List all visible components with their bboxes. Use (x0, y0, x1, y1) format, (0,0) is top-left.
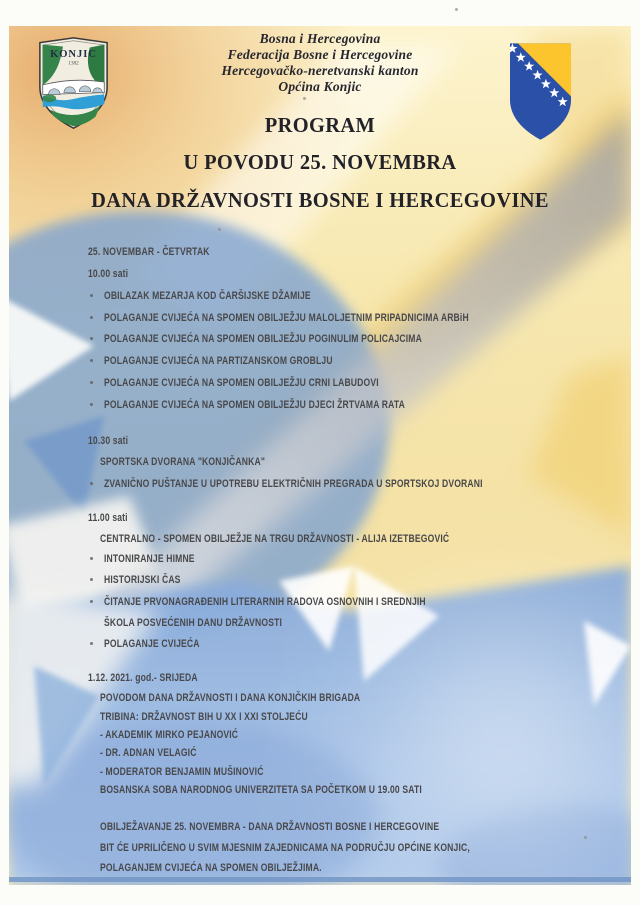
org-header-line-3: Hercegovačko-neretvanski kanton (221, 63, 419, 78)
schedule-line: BOSANSKA SOBA NARODNOG UNIVERZITETA SA POČETKOM U 19.00 SATI (100, 784, 422, 796)
bullet-dot (90, 642, 93, 645)
konjic-emblem-label: KONJIC (50, 49, 97, 61)
schedule-line: INTONIRANJE HIMNE (104, 553, 195, 565)
schedule-line: 10.00 sati (88, 268, 129, 280)
org-header-line-2: Federacija Bosne i Hercegovine (227, 47, 413, 62)
schedule-line: POLAGANJEM CVIJEĆA NA SPOMEN OBILJEŽJIMA. (100, 862, 322, 874)
schedule-line: TRIBINA: DRŽAVNOST BIH U XX I XXI STOLJEĆU (100, 711, 308, 723)
bullet-dot (90, 557, 93, 560)
schedule-line: 1.12. 2021. god.- SRIJEDA (88, 672, 198, 684)
schedule-line: 11.00 sati (88, 512, 128, 524)
schedule-line: 10.30 sati (88, 435, 129, 447)
bullet-dot (90, 600, 93, 603)
scan-speck (584, 836, 587, 839)
page-title-line-1: PROGRAM (264, 113, 376, 137)
schedule-line: POLAGANJE CVIJEĆA NA SPOMEN OBILJEŽJU CRNI LABUDOVI (104, 377, 379, 389)
bullet-dot (90, 482, 93, 485)
page-title-line-2: U POVODU 25. NOVEMBRA (183, 150, 457, 174)
schedule-line: - DR. ADNAN VELAGIĆ (100, 747, 197, 759)
schedule-line: OBILJEŽAVANJE 25. NOVEMBRA - DANA DRŽAVNOSTI BOSNE I HERCEGOVINE (100, 821, 440, 833)
schedule-line: ČITANJE PRVONAGRAĐENIH LITERARNIH RADOVA OSNOVNIH I SREDNJIH (104, 596, 426, 608)
bullet-dot (90, 578, 93, 581)
schedule-line: POLAGANJE CVIJEĆA NA SPOMEN OBILJEŽJU MALOLJETNIM PRIPADNICIMA ARBiH (104, 312, 469, 324)
bullet-dot (90, 294, 93, 297)
schedule-line: POLAGANJE CVIJEĆA NA PARTIZANSKOM GROBLJU (104, 355, 333, 367)
org-header-line-1: Bosna i Hercegovina (259, 31, 381, 46)
scan-speck (218, 228, 221, 231)
schedule-line: ŠKOLA POSVEĆENIH DANU DRŽAVNOSTI (104, 617, 283, 629)
schedule-line: ZVANIČNO PUŠTANJE U UPOTREBU ELEKTRIČNIH PREGRADA U SPORTSKOJ DVORANI (104, 478, 483, 490)
schedule-line: POLAGANJE CVIJEĆA NA SPOMEN OBILJEŽJU DJECI ŽRTVAMA RATA (104, 399, 405, 411)
schedule-line: OBILAZAK MEZARJA KOD ČARŠIJSKE DŽAMIJE (104, 290, 311, 302)
page-title-line-3: DANA DRŽAVNOSTI BOSNE I HERCEGOVINE (91, 188, 549, 212)
schedule-line: POLAGANJE CVIJEĆA (104, 638, 200, 650)
bullet-dot (90, 316, 93, 319)
bullet-dot (90, 403, 93, 406)
schedule-line: - AKADEMIK MIRKO PEJANOVIĆ (100, 729, 239, 741)
schedule-line: BIT ĆE UPRILIČENO U SVIM MJESNIM ZAJEDNICAMA NA PODRUČJU OPĆINE KONJIC, (100, 842, 470, 854)
schedule-line: HISTORIJSKI ČAS (104, 574, 181, 586)
schedule-line: CENTRALNO - SPOMEN OBILJEŽJE NA TRGU DRŽAVNOSTI - ALIJA IZETBEGOVIĆ (100, 533, 450, 545)
schedule-line: POLAGANJE CVIJEĆA NA SPOMEN OBILJEŽJU POGINULIM POLICAJCIMA (104, 333, 422, 345)
schedule-line: 25. NOVEMBAR - ČETVRTAK (88, 246, 210, 258)
bullet-dot (90, 359, 93, 362)
schedule-line: SPORTSKA DVORANA "KONJIČANKA" (100, 456, 266, 468)
schedule-line: - MODERATOR BENJAMIN MUŠINOVIĆ (100, 766, 264, 778)
scan-speck (303, 97, 306, 100)
bullet-dot (90, 381, 93, 384)
schedule-line: POVODOM DANA DRŽAVNOSTI I DANA KONJIČKIH BRIGADA (100, 692, 361, 704)
bullet-dot (90, 337, 93, 340)
scan-speck (455, 8, 458, 11)
org-header-line-4: Općina Konjic (278, 79, 362, 94)
konjic-emblem-year: 1382 (68, 60, 79, 67)
